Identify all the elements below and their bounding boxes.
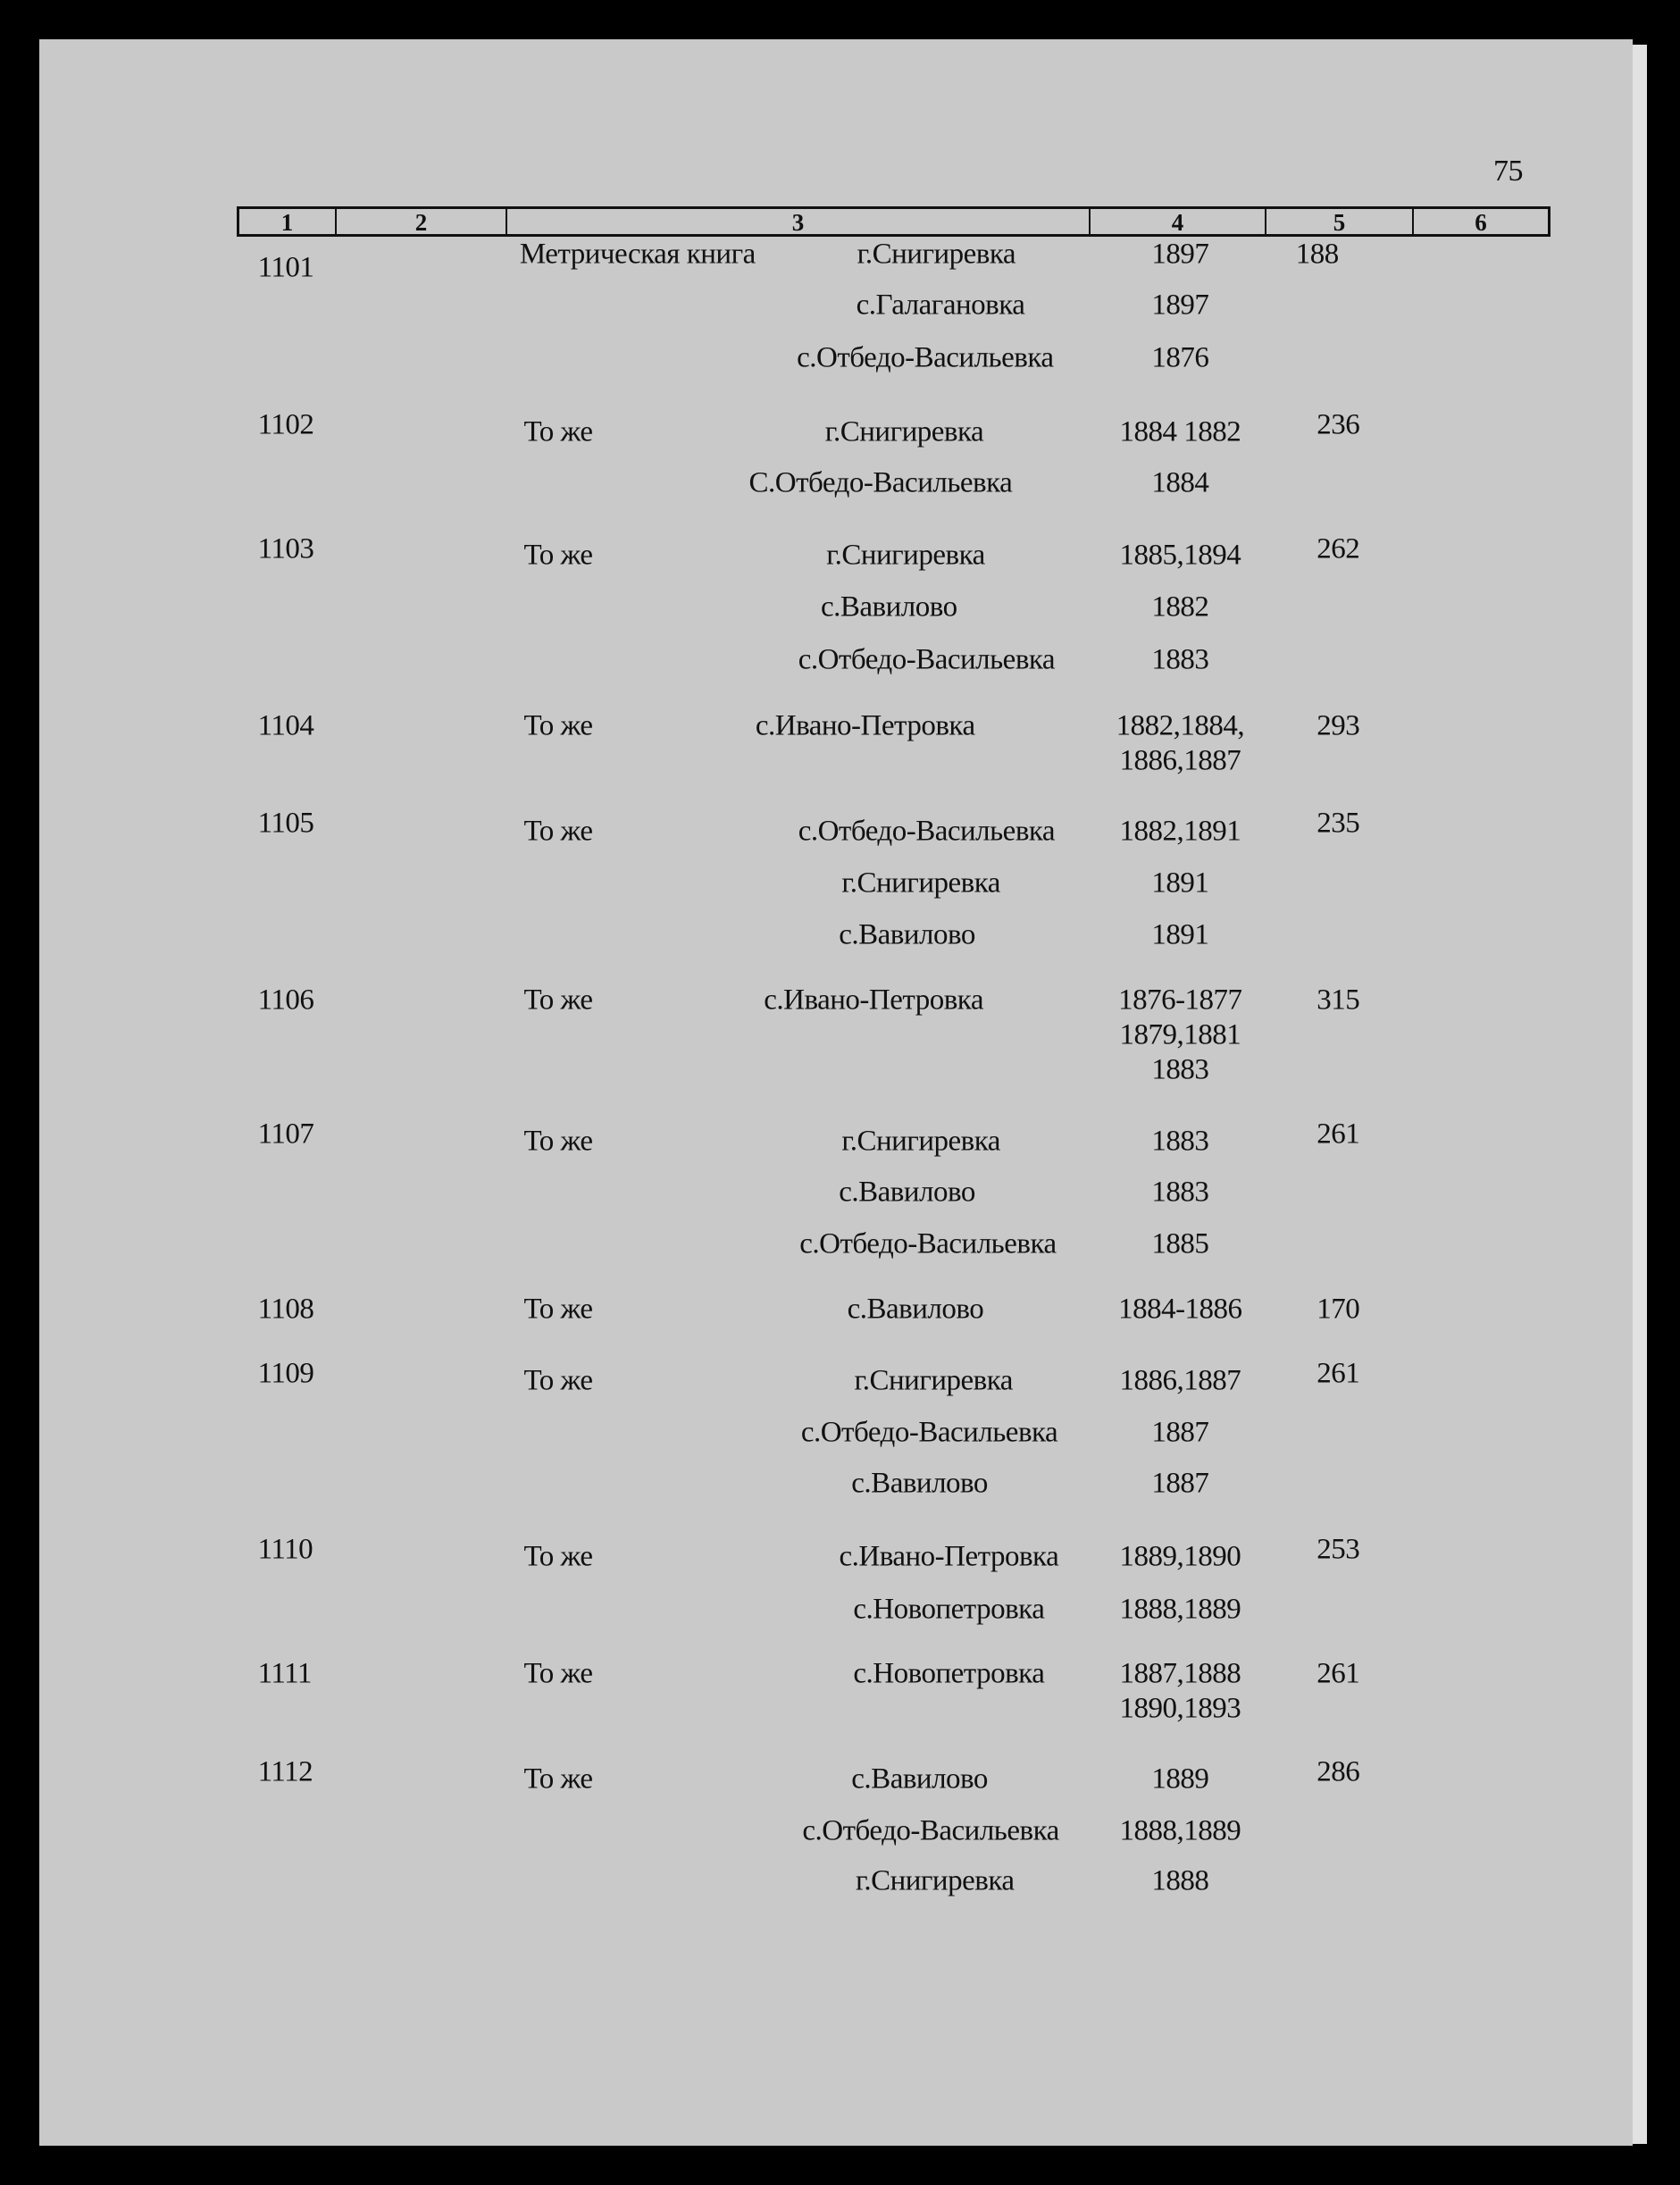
entry-description: То же [523,415,593,448]
entry-count: 293 [1316,709,1360,742]
page-number: 75 [1493,155,1523,188]
entry-place: С.Отбедо-Васильевка [748,466,1013,499]
entry-description: То же [523,709,593,742]
entry-description: То же [523,1657,593,1690]
entry-id: 1111 [257,1657,312,1690]
entry-description: Метрическая книга [519,238,756,271]
entry-years: 1887 [1151,1416,1209,1449]
entry-place: с.Новопетровка [853,1657,1045,1690]
entry-count: 235 [1316,807,1360,840]
entry-years: 1888 [1151,1864,1209,1897]
entry-years: 1888,1889 [1119,1814,1241,1847]
entry-description: То же [523,1125,593,1158]
entry-id: 1112 [257,1755,313,1788]
entry-years: 1883 [1151,1176,1209,1209]
entry-place: с.Отбедо-Васильевка [798,643,1056,676]
entry-years: 1884 [1151,466,1209,499]
entry-count: 261 [1316,1118,1360,1151]
entry-place: г.Снигиревка [841,1125,1000,1158]
entry-id: 1103 [257,532,314,565]
entry-description: То же [523,1762,593,1796]
entry-years: 1887 [1151,1467,1209,1500]
entry-count: 188 [1295,238,1339,271]
entry-place: с.Вавилово [847,1293,984,1326]
entry-id: 1110 [257,1533,313,1566]
entry-count: 286 [1316,1755,1360,1788]
entry-years: 1884 1882 [1119,415,1241,448]
entry-id: 1101 [257,251,314,284]
header-col-6: 6 [1475,209,1487,236]
entry-years: 1882 [1151,590,1209,624]
entry-place: с.Галагановка [856,289,1025,322]
header-col-2: 2 [337,209,507,234]
header-col-4: 4 [1091,209,1266,234]
entry-years: 1879,1881 [1119,1018,1241,1051]
entry-count: 261 [1316,1657,1360,1690]
entry-id: 1107 [257,1118,314,1151]
entry-place: с.Отбедо-Васильевка [798,815,1056,848]
entry-count: 261 [1316,1357,1360,1390]
entry-years: 1883 [1151,643,1209,676]
entry-id: 1108 [257,1293,314,1326]
entry-years: 1884-1886 [1118,1293,1242,1326]
entry-count: 170 [1316,1293,1360,1326]
entry-description: То же [523,1540,593,1573]
entry-years: 1890,1893 [1119,1692,1241,1725]
entry-count: 262 [1316,532,1360,565]
entry-years: 1882,1891 [1119,815,1241,848]
entry-years: 1883 [1151,1125,1209,1158]
entry-description: То же [523,815,593,848]
entry-years: 1887,1888 [1119,1657,1241,1690]
entry-count: 315 [1316,984,1360,1017]
entry-id: 1105 [257,807,314,840]
entry-place: г.Снигиревка [826,539,985,572]
entry-years: 1889 [1151,1762,1209,1796]
entry-description: То же [523,1293,593,1326]
entry-place: г.Снигиревка [856,1864,1015,1897]
entry-years: 1885 [1151,1227,1209,1260]
entry-count: 236 [1316,408,1360,441]
entry-years: 1883 [1151,1053,1209,1086]
entry-years: 1888,1889 [1119,1593,1241,1626]
entry-id: 1106 [257,984,314,1017]
entry-years: 1886,1887 [1119,1364,1241,1397]
entry-years: 1891 [1151,866,1209,900]
entry-place: с.Вавилово [839,918,975,951]
entry-place: с.Ивано-Петровка [755,709,975,742]
entry-place: г.Снигиревка [841,866,1000,900]
entry-description: То же [523,1364,593,1397]
header-col-5: 5 [1266,209,1414,234]
entry-place: с.Отбедо-Васильевка [802,1814,1059,1847]
entry-count: 253 [1316,1533,1360,1566]
header-col-3: 3 [507,209,1091,234]
entry-place: г.Снигиревка [824,415,984,448]
entry-years: 1886,1887 [1119,744,1241,777]
entry-place: с.Отбедо-Васильевка [797,341,1054,374]
entry-years: 1876-1877 [1118,984,1242,1017]
entry-years: 1897 [1151,238,1209,271]
entry-place: г.Снигиревка [854,1364,1013,1397]
entry-years: 1891 [1151,918,1209,951]
header-col-1: 1 [239,209,337,234]
entry-place: с.Вавилово [839,1176,975,1209]
entry-place: с.Ивано-Петровка [839,1540,1059,1573]
table-header [237,206,1550,237]
entry-description: То же [523,984,593,1017]
entry-place: с.Ивано-Петровка [764,984,983,1017]
entry-years: 1885,1894 [1119,539,1241,572]
entry-description: То же [523,539,593,572]
entry-place: с.Вавилово [851,1467,988,1500]
entry-years: 1889,1890 [1119,1540,1241,1573]
entry-id: 1102 [257,408,314,441]
entry-years: 1882,1884, [1116,709,1245,742]
entry-place: г.Снигиревка [857,238,1016,271]
entry-years: 1876 [1151,341,1209,374]
entry-place: с.Отбедо-Васильевка [799,1227,1057,1260]
entry-years: 1897 [1151,289,1209,322]
entry-place: с.Вавилово [851,1762,988,1796]
entry-place: с.Отбедо-Васильевка [800,1416,1058,1449]
page-edge [1633,45,1647,2144]
entry-id: 1109 [257,1357,314,1390]
entry-id: 1104 [257,709,314,742]
entry-place: с.Новопетровка [853,1593,1045,1626]
entry-place: с.Вавилово [820,590,957,624]
